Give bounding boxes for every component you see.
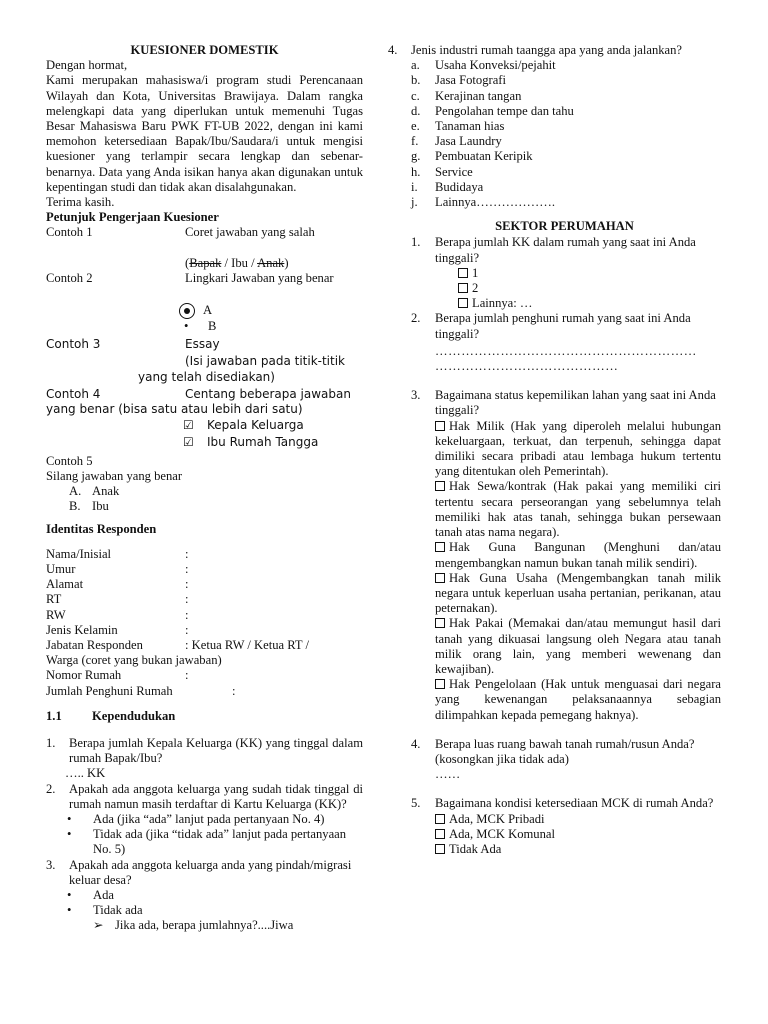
question-4: 4. Jenis industri rumah taangga apa yang anda jalankan? [388,43,683,57]
question-3: 3. Apakah ada anggota keluarga anda yang pindah/migrasi keluar desa? [46,857,352,887]
option-text: Jasa Laundry [435,134,502,149]
contoh1-label: Contoh 1 [46,225,93,240]
bullet-icon: • [184,319,189,334]
question-4-option [411,134,721,149]
contoh3 [46,337,363,352]
question-1-answer: ….. KK [65,766,106,781]
contoh1 [46,225,363,240]
checked-box-icon: ☑ [183,418,194,433]
perumahan-q3-option [435,540,721,570]
bullet-icon: • [67,887,72,902]
contoh4-options [46,418,363,450]
right-column [388,43,721,857]
option-letter: d. [411,103,421,118]
option-letter: a. [411,58,420,73]
petunjuk-heading: Petunjuk Pengerjaan Kuesioner [46,210,219,225]
perumahan-q1-option-3: Lainnya: … [458,296,721,311]
field-rw: RW : [46,607,189,622]
bullet-icon: • [67,811,72,826]
checkbox-icon [458,268,468,278]
checkbox-icon [435,618,445,628]
field-jabatan-cont: Warga (coret yang bukan jawaban) [46,653,222,668]
field-rt: RT : [46,592,189,607]
option-text: Jasa Fotografi [435,73,506,88]
contoh5-option-a: A. Anak [69,484,120,499]
perumahan-q4: 4. Berapa luas ruang bawah tanah rumah/rusun Anda? (kosongkan jika tidak ada) [411,736,695,766]
question-2-option-1: • Ada (jika “ada” lanjut pada pertanyaan No. 4) [46,812,363,827]
contoh4-text: Centang beberapa jawaban [185,386,351,401]
option-letter: i. [411,179,418,194]
contoh3-text: Essay [185,337,220,352]
contoh5-option-b: B. Ibu [69,499,109,514]
option-letter: b. [411,73,421,88]
perumahan-q2-line2: …………………………………… [435,359,619,374]
option-letter: e. [411,119,420,134]
contoh5-label: Contoh 5 [46,453,93,468]
perumahan-q5-option-2: Ada, MCK Komunal [435,827,721,842]
question-2-option-2: • Tidak ada (jika “tidak ada” lanjut pada pertanyaan No. 5) [46,827,363,857]
perumahan-q2-line1: …………………………………………………… [435,343,697,358]
identitas-fields [46,547,363,699]
checkbox-icon [435,481,445,491]
contoh4 [46,387,363,402]
option-text: Kerajinan tangan [435,88,522,103]
field-jumlah-penghuni: Jumlah Penghuni Rumah : [46,683,236,698]
question-4-option [411,149,721,164]
field-alamat: Alamat : [46,577,189,592]
perumahan-q3: 3. Bagaimana status kepemilikan lahan yang saat ini Anda tinggali? [411,388,716,418]
question-3-option-1: • Ada [46,888,363,903]
option-text: Hak Sewa/kontrak (Hak pakai yang memiliki ciri tertentu secara perseorangan yang sebelumnya telah memiliki hak atas tanah, sehingga bukan persewaan tanah atas nama negara). [435,479,721,540]
bullet-icon: • [67,827,72,842]
checkbox-icon [435,679,445,689]
contoh2-option-b: • B [179,319,363,334]
contoh3-label: Contoh 3 [46,337,101,352]
question-3-sub: ➢ Jika ada, berapa jumlahnya?....Jiwa [93,918,294,933]
option-letter: f. [411,134,419,149]
checkbox-icon [435,542,445,552]
page-title: KUESIONER DOMESTIK [130,43,279,57]
thanks: Terima kasih. [46,195,115,210]
checkbox-icon [458,298,468,308]
contoh4-label: Contoh 4 [46,386,101,401]
option-letter: g. [411,149,421,164]
option-letter: h. [411,164,421,179]
perumahan-q3-option [435,677,721,723]
contoh4-option-2: ☑ Ibu Rumah Tangga [183,435,319,450]
option-text: Pengolahan tempe dan tahu [435,103,574,118]
contoh2-options [46,303,363,334]
question-4-option [411,73,721,88]
contoh1-example-text: (Bapak / Ibu / Anak) [185,255,289,270]
option-text: Hak Milik (Hak yang diperoleh melalui hubungan kekeluargaan, terkuat, dan terpenuh, sehingga dapat dimiliki secara pribadi atau lembaga hukum tertentu yang ditentukan oleh Pemerintah). [435,418,721,479]
identitas-heading: Identitas Responden [46,522,157,537]
perumahan-q1-option-1: 1 [458,266,721,281]
question-4-option [411,89,721,104]
section-heading: 1.1 Kependudukan [46,708,176,723]
contoh2-option-a: A [179,303,363,319]
perumahan-q2: 2. Berapa jumlah penghuni rumah yang saat ini Anda tinggali? [411,311,691,341]
field-nama: Nama/Inisial : [46,546,189,561]
left-column [46,43,363,934]
question-4-option [411,180,721,195]
question-4-option [411,104,721,119]
sektor-heading: SEKTOR PERUMAHAN [495,219,634,234]
perumahan-q3-option [435,571,721,617]
contoh4-text2: yang benar (bisa satu atau lebih dari satu) [46,402,303,417]
checkbox-icon [435,421,445,431]
intro-paragraph: Kami merupakan mahasiswa/i program studi Perencanaan Wilayah dan Kota, Universitas Brawijaya. Dalam rangka melengkapi data yang diperlukan untuk memenuhi Tugas Besar Mahasiswa Baru PWK FT-UB 2022, dengan ini kami memohon ketersediaan Bapak/Ibu/Saudara/i untuk mengisi kuesioner yang terlampir secara lengkap dan sebenar-benarnya. Data yang Anda isikan hanya akan digunakan untuk kepentingan studi dan tidak akan disalahgunakan. [46,73,363,194]
contoh3-text3: yang telah disediakan) [138,369,275,384]
crossed-letter: B. [69,499,81,514]
bullet-icon: • [67,903,72,918]
contoh4-option-1: ☑ Kepala Keluarga [183,418,304,433]
option-text: Hak Pakai (Memakai dan/atau memungut hasil dari tanah yang dikuasai langsung oleh Negara atau tanah milik orang lain, yang memberi wewenang dan kewajiban). [435,616,721,676]
option-text: Budidaya [435,179,484,194]
contoh5-text: Silang jawaban yang benar [46,468,183,483]
strike-bapak: Bapak [189,255,222,270]
option-text: Pembuatan Keripik [435,149,533,164]
contoh2 [46,271,363,286]
field-jenis-kelamin: Jenis Kelamin : [46,622,189,637]
perumahan-q3-option [435,419,721,480]
question-2: 2. Apakah ada anggota keluarga yang sudah tidak tinggal di rumah namun masih terdaftar di Kartu Keluarga (KK)? [46,781,363,811]
contoh1-example [46,256,363,271]
perumahan-q3-option [435,616,721,677]
perumahan-q5: 5. Bagaimana kondisi ketersediaan MCK di rumah Anda? [411,796,714,811]
perumahan-q3-options [388,419,721,723]
perumahan-q5-options [388,812,721,858]
field-jabatan: Jabatan Responden : Ketua RW / Ketua RT / [46,637,309,652]
contoh3-text2: (Isi jawaban pada titik-titik [185,354,346,369]
question-4-option [411,165,721,180]
field-umur: Umur : [46,561,189,576]
question-4-option [411,58,721,73]
perumahan-q3-option [435,479,721,540]
perumahan-q1-option-2: 2 [458,281,721,296]
option-text: Service [435,164,473,179]
field-nomor-rumah: Nomor Rumah : [46,668,189,683]
option-text: Hak Pengelolaan (Hak untuk menguasai dari negara yang kewenangan pelaksanaannya sebagian dilimpahkan kepada pemegang haknya). [435,677,721,722]
option-text: Tanaman hias [435,119,505,134]
perumahan-q5-option-1: Ada, MCK Pribadi [435,812,721,827]
strike-anak: Anak [257,255,285,270]
checked-box-icon: ☑ [183,435,194,450]
perumahan-q1: 1. Berapa jumlah KK dalam rumah yang saat ini Anda tinggali? [411,235,696,265]
question-4-option [411,119,721,134]
checkbox-icon [435,844,445,854]
option-text: Hak Guna Bangunan (Menghuni dan/atau mengembangkan namun bukan tanah milik sendiri). [435,540,721,570]
greeting: Dengan hormat, [46,58,128,73]
contoh1-text: Coret jawaban yang salah [185,225,315,240]
contoh2-text: Lingkari Jawaban yang benar [185,270,334,285]
question-3-option-2: • Tidak ada [46,903,363,918]
option-letter: j. [411,195,418,210]
option-text: Usaha Konveksi/pejahit [435,58,556,73]
checkbox-icon [435,814,445,824]
circled-bullet-icon [179,303,195,319]
question-4-option [411,195,721,210]
contoh2-label: Contoh 2 [46,270,93,285]
option-text: Hak Guna Usaha (Mengembangkan tanah milik negara untuk keperluan usaha pertanian, perikanan, atau peternakan). [435,570,721,616]
option-letter: c. [411,88,420,103]
question-4-options [388,58,721,210]
checkbox-icon [435,829,445,839]
checkbox-icon [458,283,468,293]
contoh5-options [46,484,363,514]
perumahan-q4-answer: …… [435,767,461,782]
option-text: Lainnya………………. [435,195,555,210]
perumahan-q5-option-3: Tidak Ada [435,842,721,857]
perumahan-q1-options [388,266,721,312]
arrow-bullet-icon: ➢ [93,918,104,933]
question-1: 1. Berapa jumlah Kepala Keluarga (KK) yang tinggal dalam rumah Bapak/Ibu? [46,735,363,766]
checkbox-icon [435,573,445,583]
